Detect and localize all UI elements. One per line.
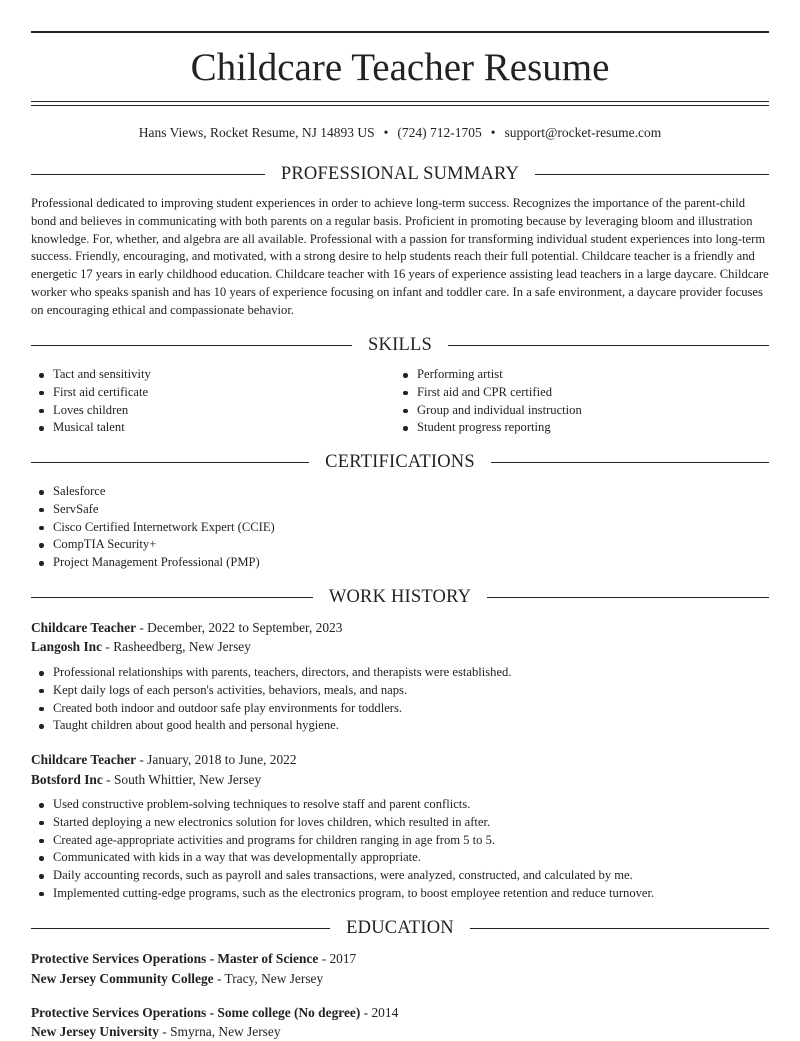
job-dates: - December, 2022 to September, 2023 [136, 620, 343, 635]
page-title: Childcare Teacher Resume [190, 46, 610, 89]
summary-text: Professional dedicated to improving student experiences in order to achieve long-term success. Recognizes the importance of the parent-child bond and believes in communicating with both parents on a regular basis. Proficient in promoting because by leveraging bloom and illustration knowledge. For, whether, and algebra are all available. Professional with a passion for transforming individual student experiences into long-term success. Friendly, encouraging, and motivated, with a strong desire to help students reach their full potential. Childcare teacher is a friendly and energetic 17 years in early childhood education. Childcare teacher with 16 years of experience assisting lead teachers in a large daycare. Childcare worker who speaks spanish and has 10 years of experience focusing on infant and toddler care. In a safe environment, a daycare provider focuses on encouraging ethical and compassionate behavior. [31, 196, 769, 317]
section-heading-certifications [31, 450, 769, 474]
heading-rule [31, 174, 265, 175]
list-item: Professional relationships with parents, teachers, directors, and therapists were established. [31, 664, 512, 682]
list-item: Performing artist [395, 366, 582, 384]
job-bullets [31, 664, 512, 735]
heading-rule [31, 597, 313, 598]
heading-rule [491, 462, 769, 463]
list-item: Daily accounting records, such as payroll and sales transactions, were analyzed, constructed, and calculated by me. [31, 867, 654, 885]
heading-rule [535, 174, 769, 175]
education-degree: Protective Services Operations - Master of Science [31, 951, 319, 966]
section-heading-summary [31, 162, 769, 186]
top-rule [31, 31, 769, 33]
section-title: SKILLS [368, 335, 432, 355]
title-double-rule [31, 101, 769, 106]
heading-rule [31, 928, 330, 929]
list-item: Created age-appropriate activities and programs for children ranging in age from 5 to 5. [31, 832, 654, 850]
list-item: Project Management Professional (PMP) [31, 554, 275, 572]
list-item: Group and individual instruction [395, 402, 582, 420]
section-heading-work-history [31, 585, 769, 609]
skills-list-right [395, 366, 582, 437]
job-location: - South Whittier, New Jersey [102, 772, 262, 787]
education-degree-line [31, 949, 356, 968]
education-year: - 2014 [360, 1005, 399, 1020]
education-school-line [31, 1022, 281, 1041]
education-school: New Jersey University [31, 1024, 159, 1039]
job-location: - Rasheedberg, New Jersey [102, 639, 251, 654]
list-item: Musical talent [31, 419, 151, 437]
education-year: - 2017 [318, 951, 357, 966]
list-item: Kept daily logs of each person's activities, behaviors, meals, and naps. [31, 682, 512, 700]
list-item: First aid and CPR certified [395, 384, 582, 402]
list-item: Salesforce [31, 483, 275, 501]
section-title: EDUCATION [346, 918, 454, 938]
list-item: CompTIA Security+ [31, 536, 275, 554]
list-item: Loves children [31, 402, 151, 420]
contact-separator: • [490, 125, 496, 140]
job-company: Langosh Inc [31, 639, 103, 654]
contact-email: support@rocket-resume.com [504, 125, 662, 140]
list-item: Communicated with kids in a way that was developmentally appropriate. [31, 849, 654, 867]
section-title: WORK HISTORY [328, 587, 472, 607]
list-item: Used constructive problem-solving techniques to resolve staff and parent conflicts. [31, 796, 654, 814]
job-title-line [31, 618, 342, 637]
education-degree-line [31, 1003, 398, 1022]
heading-rule [448, 345, 769, 346]
job-bullets [31, 796, 654, 903]
list-item: Student progress reporting [395, 419, 582, 437]
section-title: PROFESSIONAL SUMMARY [280, 164, 520, 184]
heading-rule [470, 928, 769, 929]
job-company-line [31, 770, 261, 789]
education-school-line [31, 969, 323, 988]
list-item: Created both indoor and outdoor safe play environments for toddlers. [31, 700, 512, 718]
contact-address: Hans Views, Rocket Resume, NJ 14893 US [138, 125, 375, 140]
list-item: Taught children about good health and personal hygiene. [31, 717, 512, 735]
section-title: CERTIFICATIONS [325, 452, 475, 472]
list-item: Started deploying a new electronics solution for loves children, which resulted in after. [31, 814, 654, 832]
job-title-line [31, 750, 297, 769]
contact-separator: • [383, 125, 389, 140]
list-item: Tact and sensitivity [31, 366, 151, 384]
list-item: First aid certificate [31, 384, 151, 402]
heading-rule [31, 462, 309, 463]
heading-rule [487, 597, 769, 598]
list-item: Cisco Certified Internetwork Expert (CCIE) [31, 519, 275, 537]
list-item: ServSafe [31, 501, 275, 519]
education-location: - Tracy, New Jersey [213, 971, 324, 986]
job-company: Botsford Inc [31, 772, 103, 787]
job-company-line [31, 637, 251, 656]
job-dates: - January, 2018 to June, 2022 [136, 752, 297, 767]
section-heading-education [31, 916, 769, 940]
certifications-list [31, 483, 275, 572]
skills-list-left [31, 366, 151, 437]
contact-phone: (724) 712-1705 [397, 125, 482, 140]
list-item: Implemented cutting-edge programs, such as the electronics program, to boost employee retention and reduce turnover. [31, 885, 654, 903]
heading-rule [31, 345, 352, 346]
education-school: New Jersey Community College [31, 971, 214, 986]
contact-line [31, 123, 769, 143]
section-heading-skills [31, 333, 769, 357]
job-title: Childcare Teacher [31, 620, 137, 635]
job-title: Childcare Teacher [31, 752, 137, 767]
education-degree: Protective Services Operations - Some college (No degree) [31, 1005, 361, 1020]
education-location: - Smyrna, New Jersey [158, 1024, 281, 1039]
